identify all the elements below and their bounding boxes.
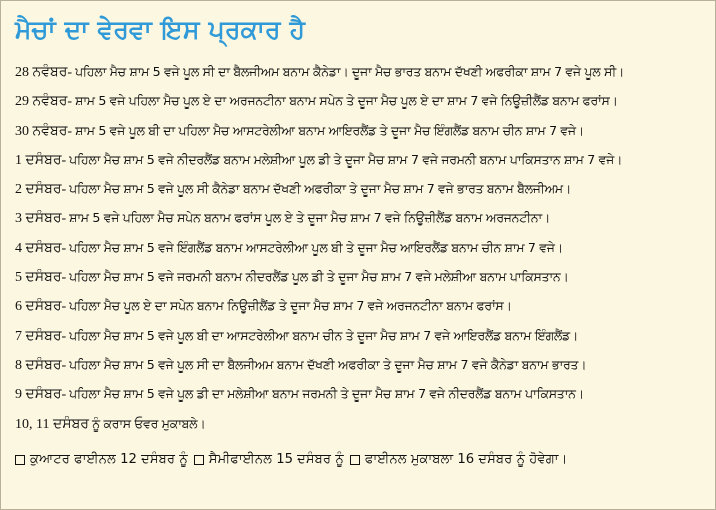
- schedule-date: 28 ਨਵੰਬਰ-: [15, 65, 73, 80]
- checkbox-square-icon: [194, 455, 204, 465]
- knockout-line: [15, 445, 713, 475]
- schedule-line: [15, 357, 713, 386]
- schedule-date: 30 ਨਵੰਬਰ-: [15, 123, 73, 139]
- schedule-line: [15, 386, 713, 415]
- schedule-date: 1 ਦਸੰਬਰ-: [15, 152, 67, 168]
- schedule-list: [15, 64, 713, 475]
- schedule-line: [15, 240, 713, 269]
- schedule-line: [15, 181, 713, 210]
- page-title: ਮੈਚਾਂ ਦਾ ਵੇਰਵਾ ਇਸ ਪ੍ਰਕਾਰ ਹੈ: [15, 15, 306, 44]
- schedule-text: ਪਹਿਲਾ ਮੈਚ ਸ਼ਾਮ 5 ਵਜੇ ਇੰਗਲੈਂਡ ਬਨਾਮ ਆਸਟਰੇਲੀਆ ਪੂਲ ਬੀ ਤੇ ਦੂਜਾ ਮੈਚ ਆਇਰਲੈਂਡ ਬਨਾਮ ਚੀਨ ਸ਼ਾਮ 7 ਵਜੇ।: [69, 239, 563, 255]
- schedule-line: [15, 328, 713, 357]
- checkbox-square-icon: [15, 455, 25, 465]
- schedule-text: ਪਹਿਲਾ ਮੈਚ ਸ਼ਾਮ 5 ਵਜੇ ਪੂਲ ਸੀ ਦਾ ਬੈਲਜੀਅਮ ਬਨਾਮ ਦੱਖਣੀ ਅਫਰੀਕਾ ਤੇ ਦੂਜਾ ਮੈਚ ਸ਼ਾਮ 7 ਵਜੇ ਕੈਨੇਡਾ ਬਨਾਮ ਭਾਰਤ।: [69, 356, 587, 372]
- semifinal-text: ਸੈਮੀਫਾਈਨਲ 15 ਦਸੰਬਰ ਨੂੰ: [208, 452, 344, 468]
- checkbox-square-icon: [350, 455, 360, 465]
- schedule-date: 29 ਨਵੰਬਰ-: [15, 94, 73, 110]
- schedule-date: 9 ਦਸੰਬਰ-: [15, 387, 67, 403]
- schedule-text: ਪਹਿਲਾ ਮੈਚ ਸ਼ਾਮ 5 ਵਜੇ ਜਰਮਨੀ ਬਨਾਮ ਨੀਦਰਲੈਂਡ ਪੂਲ ਡੀ ਤੇ ਦੂਜਾ ਮੈਚ ਸ਼ਾਮ 7 ਵਜੇ ਮਲੇਸ਼ੀਆ ਬਨਾਮ ਪਾਕਿਸਤਾਨ।: [69, 269, 569, 285]
- schedule-text: ਨੂੰ ਕਰਾਸ ਓਵਰ ਮੁਕਾਬਲੇ।: [92, 415, 206, 431]
- schedule-date: 8 ਦਸੰਬਰ-: [15, 357, 67, 373]
- schedule-line: [15, 64, 713, 93]
- schedule-text: ਪਹਿਲਾ ਮੈਚ ਪੂਲ ਏ ਦਾ ਸਪੇਨ ਬਨਾਮ ਨਿਊਜ਼ੀਲੈਂਡ ਤੇ ਦੂਜਾ ਮੈਚ ਸ਼ਾਮ 7 ਵਜੇ ਅਰਜਨਟੀਨਾ ਬਨਾਮ ਫਰਾਂਸ।: [69, 298, 512, 314]
- schedule-line: [15, 416, 713, 445]
- schedule-text: ਸ਼ਾਮ 5 ਵਜੇ ਪੂਲ ਬੀ ਦਾ ਪਹਿਲਾ ਮੈਚ ਆਸਟਰੇਲੀਆ ਬਨਾਮ ਆਇਰਲੈਂਡ ਤੇ ਦੂਜਾ ਮੈਚ ਇੰਗਲੈਂਡ ਬਨਾਮ ਚੀਨ ਸ਼ਾਮ 7 ਵਜੇ।: [75, 122, 584, 138]
- schedule-date: 4 ਦਸੰਬਰ-: [15, 240, 67, 256]
- schedule-date: 2 ਦਸੰਬਰ-: [15, 182, 67, 198]
- schedule-date: 6 ਦਸੰਬਰ-: [15, 299, 67, 315]
- schedule-date: 7 ਦਸੰਬਰ-: [15, 328, 67, 344]
- quarterfinal-text: ਕੁਆਟਰ ਫਾਈਨਲ 12 ਦਸੰਬਰ ਨੂੰ: [30, 452, 188, 468]
- schedule-line: [15, 298, 713, 327]
- schedule-date: 5 ਦਸੰਬਰ-: [15, 270, 67, 286]
- schedule-line: [15, 152, 713, 181]
- schedule-text: ਪਹਿਲਾ ਮੈਚ ਸ਼ਾਮ 5 ਵਜੇ ਪੂਲ ਸੀ ਕੈਨੇਡਾ ਬਨਾਮ ਦੱਖਣੀ ਅਫਰੀਕਾ ਤੇ ਦੂਜਾ ਮੈਚ ਸ਼ਾਮ 7 ਵਜੇ ਭਾਰਤ ਬਨਾਮ ਬੈਲਜੀਅਮ।: [69, 181, 572, 197]
- final-text: ਫਾਈਨਲ ਮੁਕਾਬਲਾ 16 ਦਸੰਬਰ ਨੂੰ ਹੋਵੇਗਾ।: [364, 452, 568, 468]
- schedule-text: ਪਹਿਲਾ ਮੈਚ ਸ਼ਾਮ 5 ਵਜੇ ਪੂਲ ਡੀ ਦਾ ਮਲੇਸ਼ੀਆ ਬਨਾਮ ਜਰਮਨੀ ਤੇ ਦੂਜਾ ਮੈਚ ਸ਼ਾਮ 7 ਵਜੇ ਨੀਦਰਲੈਂਡ ਬਨਾਮ ਪਾਕਿਸਤਾਨ।: [69, 386, 584, 402]
- schedule-line: [15, 93, 713, 122]
- schedule-line: [15, 123, 713, 152]
- schedule-text: ਪਹਿਲਾ ਮੈਚ ਸ਼ਾਮ 5 ਵਜੇ ਨੀਦਰਲੈਂਡ ਬਨਾਮ ਮਲੇਸ਼ੀਆ ਪੂਲ ਡੀ ਤੇ ਦੂਜਾ ਮੈਚ ਸ਼ਾਮ 7 ਵਜੇ ਜਰਮਨੀ ਬਨਾਮ ਪਾਕਿਸਤਾਨ ਸ਼ਾਮ 7 ਵਜੇ।: [69, 151, 623, 167]
- schedule-text: ਸ਼ਾਮ 5 ਵਜੇ ਪਹਿਲਾ ਮੈਚ ਪੂਲ ਏ ਦਾ ਅਰਜਨਟੀਨਾ ਬਨਾਮ ਸਪੇਨ ਤੇ ਦੂਜਾ ਮੈਚ ਪੂਲ ਏ ਦਾ ਸ਼ਾਮ 7 ਵਜੇ ਨਿਊਜ਼ੀਲੈਂਡ ਬਨਾਮ ਫਰਾਂਸ।: [75, 93, 618, 109]
- schedule-line: [15, 210, 713, 239]
- schedule-text: ਪਹਿਲਾ ਮੈਚ ਸ਼ਾਮ 5 ਵਜੇ ਪੂਲ ਸੀ ਦਾ ਬੈਲਜੀਅਮ ਬਨਾਮ ਕੈਨੇਡਾ। ਦੂਜਾ ਮੈਚ ਭਾਰਤ ਬਨਾਮ ਦੱਖਣੀ ਅਫਰੀਕਾ ਸ਼ਾਮ 7 ਵਜੇ ਪੂਲ ਸੀ।: [75, 64, 625, 79]
- schedule-text: ਪਹਿਲਾ ਮੈਚ ਸ਼ਾਮ 5 ਵਜੇ ਪੂਲ ਬੀ ਦਾ ਆਸਟਰੇਲੀਆ ਬਨਾਮ ਚੀਨ ਤੇ ਦੂਜਾ ਮੈਚ ਸ਼ਾਮ 7 ਵਜੇ ਆਇਰਲੈਂਡ ਬਨਾਮ ਇੰਗਲੈਂਡ।: [69, 327, 579, 343]
- schedule-date: 10, 11 ਦਸੰਬਰ: [15, 416, 89, 432]
- schedule-date: 3 ਦਸੰਬਰ-: [15, 211, 67, 227]
- schedule-text: ਸ਼ਾਮ 5 ਵਜੇ ਪਹਿਲਾ ਮੈਚ ਸਪੇਨ ਬਨਾਮ ਫਰਾਂਸ ਪੂਲ ਏ ਤੇ ਦੂਜਾ ਮੈਚ ਸ਼ਾਮ 7 ਵਜੇ ਨਿਊਜ਼ੀਲੈਂਡ ਬਨਾਮ ਅਰਜਨਟੀਨਾ।: [69, 210, 550, 226]
- schedule-line: [15, 269, 713, 298]
